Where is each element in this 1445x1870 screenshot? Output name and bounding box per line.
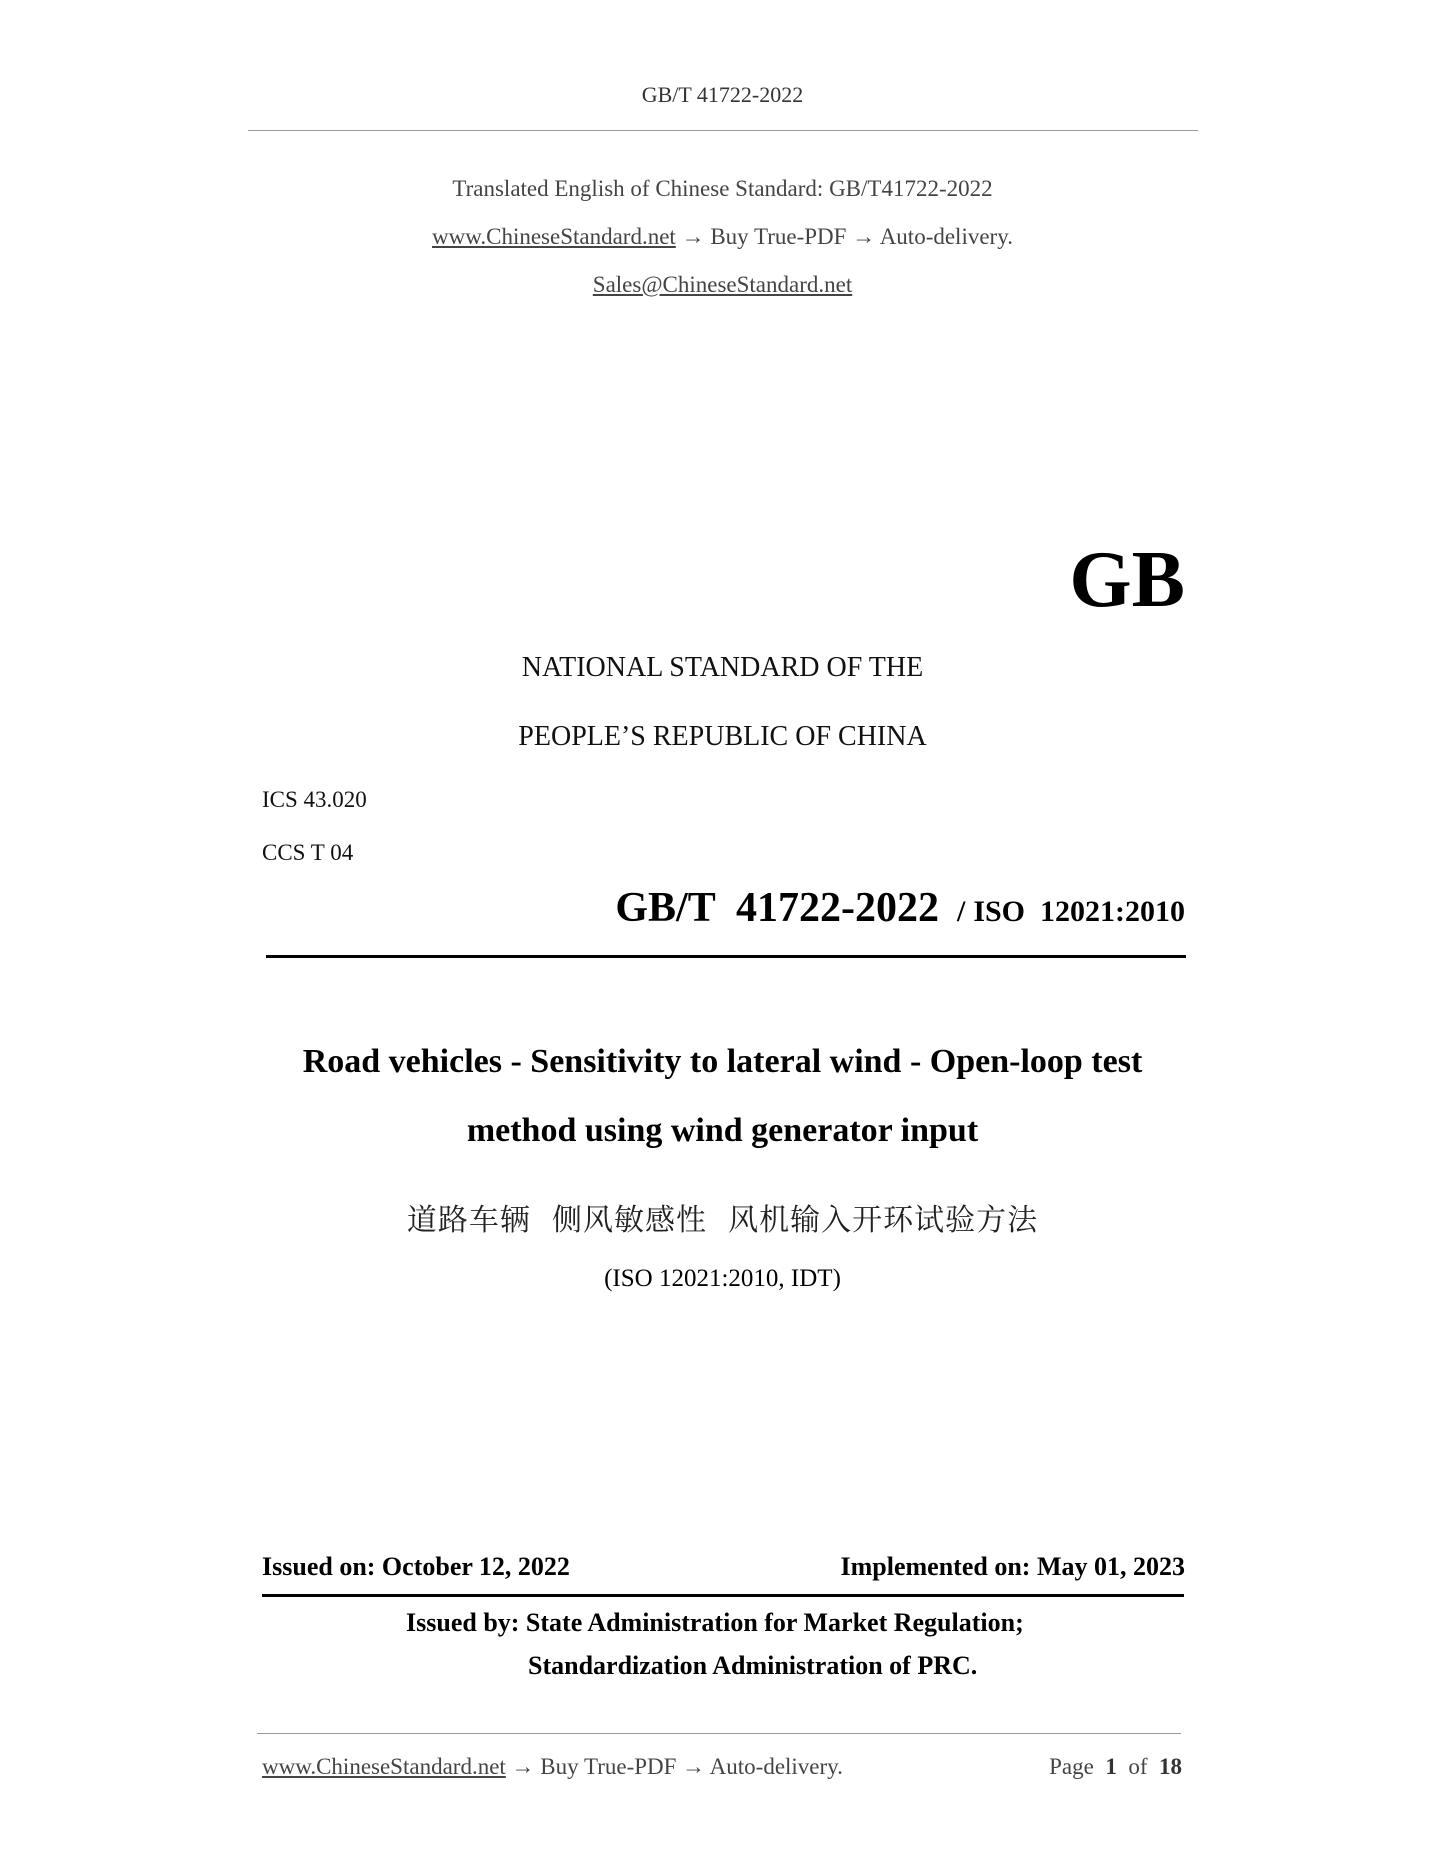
iso-number: ISO 12021:2010 [973,895,1185,928]
idt-line: (ISO 12021:2010, IDT) [604,1265,841,1292]
dates-divider [262,1594,1184,1597]
number-separator: / [956,895,966,928]
page-current: 1 [1105,1754,1117,1779]
translated-line: Translated English of Chinese Standard: GB/T41722-2022 [452,176,993,201]
footer-site-link[interactable]: www.ChineseStandard.net [262,1754,506,1779]
email-link[interactable]: Sales@ChineseStandard.net [592,272,853,297]
issued-by-line-1: Issued by: State Administration for Market Regulation; [406,1608,1024,1637]
title-divider [266,955,1186,958]
footer-rest: → Buy True-PDF → Auto-delivery. [505,1754,843,1779]
page-label: Page [1049,1754,1094,1779]
title-zh: 道路车辆 侧风敏感性 风机输入开环试验方法 [406,1203,1039,1238]
standard-number-line [615,884,1185,932]
running-header: GB/T 41722-2022 [641,82,804,107]
arrow-icon: → [846,224,880,249]
standard-number: GB/T 41722-2022 [615,885,939,931]
issued-on: Issued on: October 12, 2022 [262,1552,570,1581]
purchase-line [0,224,1445,250]
delivery-text: Auto-delivery. [879,224,1013,249]
title-en-line-1: Road vehicles - Sensitivity to lateral wind - Open-loop test [302,1043,1143,1080]
header-divider [248,130,1198,131]
ics-code: ICS 43.020 [262,787,367,812]
national-line-1: NATIONAL STANDARD OF THE [521,652,924,683]
arrow-icon: → [675,224,711,249]
buy-text: Buy True-PDF [710,224,847,249]
page-indicator [1049,1754,1182,1780]
footer-divider [257,1733,1181,1734]
implemented-on: Implemented on: May 01, 2023 [840,1552,1185,1581]
page-of: of [1128,1754,1148,1779]
national-line-2: PEOPLE’S REPUBLIC OF CHINA [518,721,927,752]
email-line [0,272,1445,298]
issued-by-line-2: Standardization Administration of PRC. [528,1651,978,1680]
site-link[interactable]: www.ChineseStandard.net [432,224,676,249]
page-total: 18 [1159,1754,1182,1779]
title-en-line-2: method using wind generator input [466,1112,979,1149]
footer-purchase-line [262,1754,843,1780]
ccs-code: CCS T 04 [262,840,354,865]
gb-mark: GB [1069,536,1185,624]
page-footer [262,1754,1182,1780]
dates-row [262,1552,1185,1582]
